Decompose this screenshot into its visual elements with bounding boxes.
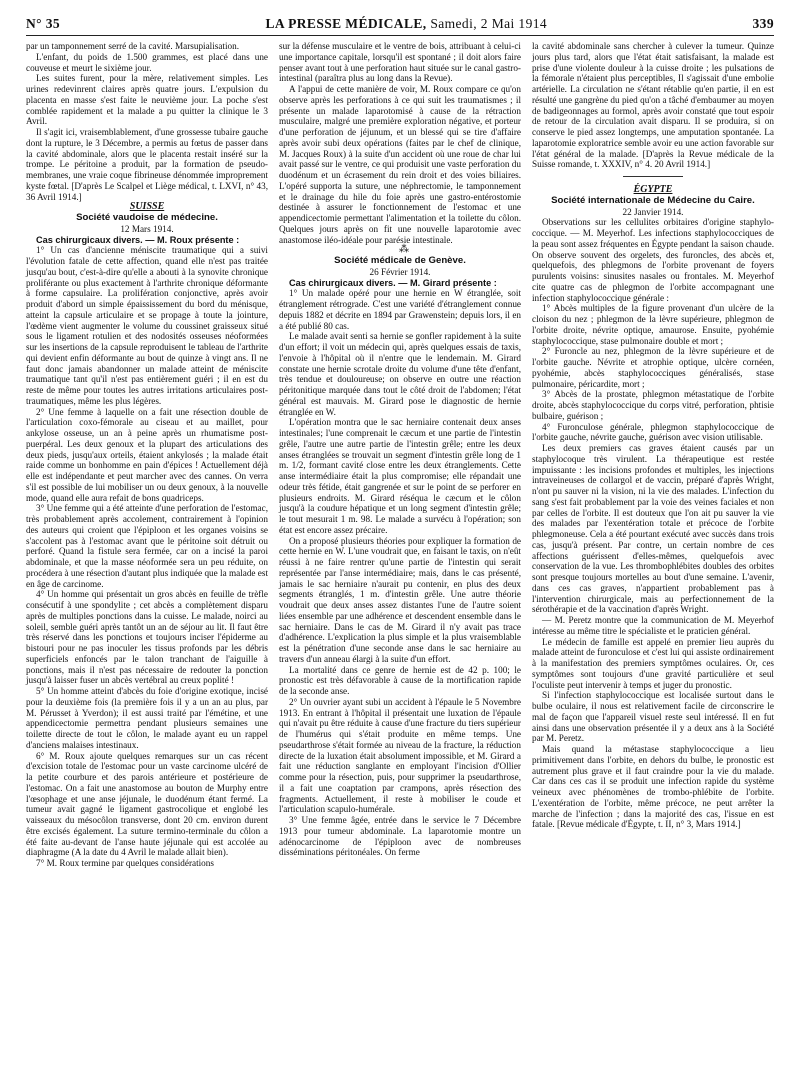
paragraph: 2° Une femme à laquelle on a fait une résection double de l'articulation coxo-fémorale au ciseau et au maillet, pour ankylose osseuse, un an à peine après un rhumatisme post-puerpéral. Les deux genoux et la plupart des articulations des deux pieds, jusqu'aux orteils, étaient ankylosés ; la malade était raide comme un bonhomme en pain d'épices ! Actuellement déjà elle est indépendante et peut marcher avec des cannes. On verra s'il est possible de lui mobiliser un ou deux genoux, à la nouvelle mode, quand elle aura refait de bons quadriceps.: [26, 406, 268, 503]
society-date: 26 Février 1914.: [369, 266, 431, 277]
section-heading: ÉGYPTE: [633, 184, 673, 195]
paragraph: A l'appui de cette manière de voir, M. Roux compare ce qu'on observe après les perforations à ce qui suit les traumatismes ; il présente un malade laparotomisé à cause de la rétraction musculaire, malgré une première exploration négative, et porteur d'une perforation de jéjunum, et un blessé qui se tire d'affaire après avoir subi deux opérations (faites par le chef de clinique, M. Jacques Roux) à la suite d'un accident où une roue de char lui avait passé sur le ventre, ce qui produisit une vaste perforation du duodénum et un écrasement du rein droit et des voies biliaires. L'opéré supporta la suture, une néphrectomie, le tamponnement et le drainage du hile du foie après une gastro-entérostomie destinée à assurer le fonctionnement de l'estomac et une appendicectomie permettant l'alimentation et la toilette du côlon. Quelques jours après on fit une nouvelle laparotomie avec anastomose iléo-idéale pour parésie intestinale.: [279, 84, 521, 245]
paragraph: 3° Abcès de la prostate, phlegmon métastatique de l'orbite droite, abcès staphylococcique du corps vitré, perforation, phtisie bulbaire, guérison ;: [532, 389, 774, 421]
divider: [623, 176, 683, 177]
case-title: Cas chirurgicaux divers. — M. Roux présente :: [36, 234, 240, 245]
section-separator: ⁂: [399, 244, 411, 256]
paragraph: 7° M. Roux termine par quelques considérations: [36, 858, 214, 868]
paragraph: 1° Un cas d'ancienne méniscite traumatique qui a suivi l'évolution fatale de cette affection, quand elle n'est pas traitée jusqu'au bout, c'est-à-dire qu'elle a abouti à la synovite chronique proliférante ou plus exactement à l'arthrite chronique déformante à forme capsulaire. La prolifération conjonctive, après avoir produit d'abord un simple épaississement du bord du ménisque, atteint la capsule articulaire et se propage à toute la jointure, l'œdème vient augmenter le volume du coussinet graisseux situé sous le ligament rotulien et des nodosités osseuses néoformées sur les insertions de la capsule reproduisent le tableau de l'arthrite qui devient enfin déformante au bout de quinze à vingt ans. Il ne faut donc jamais abandonner un malade atteint de méniscite traumatique tant qu'il n'est pas entièrement guéri ; il en est du reste de même pour toutes les autres irritations articulaires post-traumatiques, même les plus légères.: [26, 245, 268, 406]
paragraph: Le médecin de famille est appelé en premier lieu auprès du malade atteint de furonculose et c'est lui qui assiste ordinairement à la manifestation des premiers symptômes oculaires. Or, ces symptômes sont toujours d'une gravité particulière et seul l'oculiste peut intervenir à temps et juger du pronostic.: [532, 636, 774, 690]
observation-title: Observations sur les cellulites orbitaires d'origine staphylo-coccique. — M. Meyerhof. Les infections staphylococciques de la peau sont assez fréquentes en Égypte pendant la saison chaude. On observe souvent des orgelets, des furoncles, des abcès et, quelquefois, des phlegmons de l'orbite provenant de foyers purulents voisins: sinusites nasales ou frontales. M. Meyerhof cite quatre cas de phlegmon de l'orbite accompagnant une infection staphylococcique générale :: [532, 217, 774, 303]
paragraph: 4° Un homme qui présentait un gros abcès en feuille de trèfle consécutif à une spondylite ; cet abcès a complètement disparu après de multiples ponctions dans la cuisse. Le malade, noirci au soleil, semble guéri après tantôt un an de séjour au lit. Il faut être très réservé dans les ponctions et toujours inciser l'épiderme au bistouri pour ne pas inoculer les tissus profonds par les débris superficiels enfoncés par le talon tranchant de l'aiguille à ponctions, mais il n'est pas nécessaire de redouter la ponction jusqu'à laisser fuser un abcès vertébral au creux poplité !: [26, 589, 268, 686]
issue-number: N° 35: [26, 16, 61, 31]
paragraph: 2° Un ouvrier ayant subi un accident à l'épaule le 5 Novembre 1913. En entrant à l'hôpital il présentait une luxation de l'épaule qui n'avait pu être réduite à cause d'une fracture du tiers supérieur de l'humérus qui s'était produite en même temps. Une pseudarthrose s'était formée au niveau de la fracture, la réduction directe de la luxation était absolument impossible, et M. Girard a fait une réduction sanglante en employant l'incision d'Ollier comme pour la résection, puis, pour supprimer la pseudarthrose, il a fait une coaptation par crampons, après résection des fragments. Actuellement, il reste à mobiliser le coude et l'articulation scapulo-humérale.: [279, 696, 521, 815]
paragraph: la cavité abdominale sans chercher à culever la tumeur. Quinze jours plus tard, alors que l'état était satisfaisant, la malade est prise d'une violente douleur à la cuisse droite ; les pulsations de la fémorale n'étaient plus perceptibles, Il s'agissait d'une embolie artérielle. La circulation ne s'étant rétablie qu'en partie, il en est résulté une gangrène du pied qu'on a tâché d'embaumer au moyen de badigeonnages au formol, après avoir constaté que tout espoir de retour de la circulation avait disparu. Il se produira, si on conserve le pied assez longtemps, une amputation spontanée. La laparotomie exploratrice semble avoir eu une action favorable sur l'état général de la malade. [D'après la Revue médicale de la Suisse romande, t. XXXIV, n° 4. 20 Avril 1914.]: [532, 41, 774, 170]
page-number: 339: [752, 16, 774, 31]
society-heading: Société internationale de Médecine du Caire.: [551, 194, 755, 206]
journal-title: [266, 16, 548, 32]
paragraph: L'opération montra que le sac herniaire contenait deux anses intestinales; l'une comprenait le cæcum et une partie de l'intestin grêle, l'autre une autre partie de l'intestin grêle; entre les deux anses étranglées se trouvait un segment d'intestin grêle long de 1 m. 1/2, formant cavité close entre les deux étranglements. Cette anse intermédiaire était la plus compromise; elle répandait une odeur très fétide, était gangrenée et sur le point de se perforer en plusieurs endroits. M. Girard réséqua le cæcum et le côlon jusqu'à la coudure hépatique et un long segment d'intestin grêle; le tout mesurait 1 m. 98. Le malade a survécu à l'opération; son état est encore assez précaire.: [279, 417, 521, 535]
text-columns: [26, 41, 774, 869]
paragraph: par un tamponnement serré de la cavité. Marsupialisation.: [26, 41, 240, 51]
society-heading: Société médicale de Genève.: [334, 255, 466, 266]
paragraph: 1° Un malade opéré pour une hernie en W étranglée, soit étranglement rétrograde. C'est une variété d'étranglement connue depuis 1882 et décrite en 1894 par Grawenstein; depuis lors, il en a été publié 80 cas.: [279, 288, 521, 331]
paragraph: — M. Peretz montre que la communication de M. Meyerhof intéresse au même titre le spécialiste et le praticien général.: [532, 615, 774, 636]
paragraph: Les suites furent, pour la mère, relativement simples. Les urines redevinrent claires après quatre jours. L'expulsion du placenta en masse s'est faite le neuvième jour. La poche s'est comblée rapidement et la malade a pu quitter la clinique le 3 Avril.: [26, 73, 268, 127]
paragraph: Il s'agit ici, vraisemblablement, d'une grossesse tubaire gauche dont la rupture, le 3 Décembre, a permis au fœtus de passer dans la cavité abdominale, alors que le placenta restait inséré sur la trompe. Le péritoine a produit, par la formation de pseudo-membranes, une vraie coque fibrineuse dénommée improprement kyste fœtal. [D'après Le Scalpel et Liège médical, t. LXVI, n° 43, 36 Avril 1914.]: [26, 127, 268, 202]
running-header: [26, 16, 774, 36]
society-heading: Société vaudoise de médecine.: [76, 212, 218, 223]
society-date: 22 Janvier 1914.: [622, 206, 684, 217]
paragraph: La mortalité dans ce genre de hernie est de 42 p. 100; le pronostic est très défavorable à cause de la mortification rapide de la seconde anse.: [279, 664, 521, 696]
paragraph: 1° Abcès multiples de la figure provenant d'un ulcère de la cloison du nez ; phlegmon de la lèvre supérieure, phlegmon de l'orbite droite, névrite optique, amaurose. Ensuite, pyohémie staphylococcique, stase pulmonaire double et mort ;: [532, 303, 774, 346]
issue-date: Samedi, 2 Mai 1914: [430, 16, 548, 31]
paragraph: 5° Un homme atteint d'abcès du foie d'origine exotique, incisé pour la deuxième fois (la première fois il y a un an au plus, par M. Pérusset à Yverdon); il est aussi traité par l'émétine, et une appendicectomie permettra pendant plusieurs semaines une toilette directe de tout le côlon, le malade ayant eu un rappel d'anciens malaises intestinaux.: [26, 686, 268, 750]
paragraph: sur la défense musculaire et le ventre de bois, attribuant à celui-ci une importance capitale, lorsqu'il est spontané ; il doit alors faire penser avant tout à une perforation haut située sur le canal gastro-intestinal (paraîtra plus au long dans la Revue).: [279, 41, 521, 84]
column-3: [532, 41, 774, 869]
paragraph: 3° Une femme âgée, entrée dans le service le 7 Décembre 1913 pour tumeur abdominale. La laparotomie montre un adénocarcinome de l'épiploon avec de nombreuses disséminations péritonéales. On ferme: [279, 815, 521, 858]
case-title: Cas chirurgicaux divers. — M. Girard présente :: [289, 277, 497, 288]
column-2: [279, 41, 521, 869]
journal-name: LA PRESSE MÉDICALE,: [265, 16, 427, 31]
column-1: [26, 41, 268, 869]
paragraph: Les deux premiers cas graves étaient causés par un staphylocoque très virulent. La thérapeutique est restée impuissante : les incisions profondes et multiples, les injections intraveineuses de collargol et de vaccin, préparé d'après Wright, n'ont pu sauver ni la vision, ni la vie des malades. L'infection du sang s'est fait probablement par la voie des veines faciales et non par celles de l'orbite. Il est douteux que l'on ait pu sauver la vie des malades par l'exentération totale et précoce de l'orbite phlegmoneuse. Cela a été pourtant exécuté avec succès dans trois cas, jusqu'à présent. Par contre, un certain nombre de ces affections guérissent d'elles-mêmes, quelquefois avec conservation de la vue. Les thrombophlébites doubles des orbites sont presque toujours mortelles au bout d'une semaine. L'avenir, dans ces cas graves, n'appartient probablement pas à l'intervention chirurgicale, mais au perfectionnement de la sérothérapie et de la vaccination d'après Wright.: [532, 443, 774, 615]
paragraph: On a proposé plusieurs théories pour expliquer la formation de cette hernie en W. L'une voudrait que, en faisant le taxis, on n'eût réussi à ne faire rentrer qu'une partie de l'intestin qui serait représentée par l'anse intermédiaire; mais, dans le cas présenté, jamais le sac herniaire n'aurait pu contenir, en plus des deux segments étranglés, 1 m. d'intestin grêle. Une autre théorie voudrait que deux anses assez distantes l'une de l'autre soient liées ensemble par une adhérence et descendent ensemble dans le sac herniaire. Dans le cas de M. Girard il n'y avait pas trace d'adhérence. L'explication la plus simple et la plus vraisemblable est la pénétration d'une seconde anse dans le sac herniaire au travers d'un anneau élargi à la suite d'un effort.: [279, 535, 521, 664]
paragraph: 2° Furoncle au nez, phlegmon de la lèvre supérieure et de l'orbite gauche. Névrite et atrophie optique, ulcère cornéen, pyohémie, abcès staphylococciques généralisés, stase pulmonaire, péricardite, mort ;: [532, 346, 774, 389]
paragraph: 3° Une femme qui a été atteinte d'une perforation de l'estomac, très probablement après accolement, contrairement à l'opinion des auteurs qui croient que l'épiploon et les organes voisins se s'accolent pas à l'estomac avant que le péritoine soit détruit ou perforé. Quand la fistule sera fermée, car on a incisé la paroi abdominale, et que la masse néoformée sera un peu réduite, on procédera à une résection d'autant plus indiquée que la malade est en âge de carcinome.: [26, 503, 268, 589]
paragraph: L'enfant, du poids de 1.500 grammes, est placé dans une couveuse et meurt le sixième jour.: [26, 51, 268, 73]
society-date: 12 Mars 1914.: [120, 223, 174, 234]
paragraph: Si l'infection staphylococcique est localisée surtout dans le bulbe oculaire, il nous est relativement facile de circonscrire le mal de façon que l'appareil visuel reste seul intéressé. Il en fut ainsi dans une observation présentée il y a deux ans à la Société par M. Peretz.: [532, 690, 774, 744]
paragraph: 4° Furonculose générale, phlegmon staphylococcique de l'orbite gauche, névrite gauche, guérison avec vision utilisable.: [532, 421, 774, 443]
paragraph: Le malade avait senti sa hernie se gonfler rapidement à la suite d'un effort; il voit un médecin qui, après quelques essais de taxis, l'envoie à l'hôpital où il n'entre que le lendemain. M. Girard constate une hernie scrotale droite du volume d'une tête d'enfant, très tendue et douloureuse; on observe en outre une réaction péritonitique marquée dans tout le côté droit de l'abdomen; l'état général est mauvais. M. Girard pose le diagnostic de hernie étranglée en W.: [279, 331, 521, 417]
paragraph: Mais quand la métastase staphylococcique a lieu primitivement dans l'orbite, en dehors du bulbe, le pronostic est autrement plus grave et il faut craindre pour la vie du malade. Car dans ces cas il se produit une infection rapide du système veineux avec phénomènes de trombo-phlébite de l'orbite. L'exentération de l'orbite, même précoce, ne peut arrêter la marche de l'infection ; dans la majorité des cas, l'issue en est fatale. [Revue médicale d'Égypte, t. II, n° 3, Mars 1914.]: [532, 744, 774, 830]
section-heading: SUISSE: [129, 201, 165, 213]
paragraph: 6° M. Roux ajoute quelques remarques sur un cas récent d'excision totale de l'estomac pour un vaste carcinome ulcéré de la petite courbure et des parois antérieure et postérieure de l'estomac. On a fait une anastomose au bouton de Murphy entre l'œsophage et une anse jéjunale, le duodénum étant fermé. La tumeur avait gagné le ligament gastrocolique et englobé les vaisseaux du mésocôlon transverse, dont 20 cm. environ durent être excisés également. La suture termino-terminale du côlon a été faite au-devant de l'anse haute jéjunale qui est accolée au diaphragme (A la date du 4 Avril le malade allait bien).: [26, 750, 268, 858]
